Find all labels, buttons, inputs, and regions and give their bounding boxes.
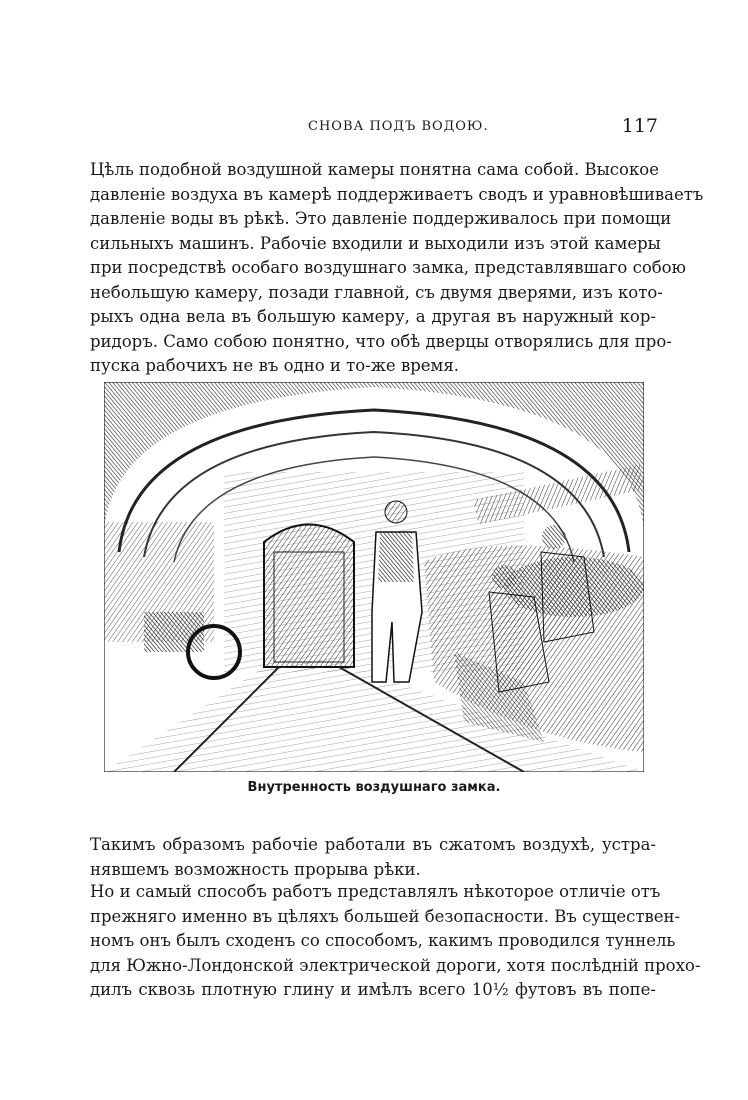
figure-caption: Внутренность воздушнаго замка. bbox=[247, 780, 501, 795]
text-line: пуска рабочихъ не въ одно и то-же время. bbox=[90, 356, 460, 375]
running-head-title: СНОВА ПОДЪ ВОДОЮ. bbox=[308, 119, 489, 134]
text-line: дилъ сквозь плотную глину и имѣлъ всего 10½ футовъ въ попе- bbox=[90, 980, 656, 999]
text-line: рыхъ одна вела въ большую камеру, а другая въ наружный кор- bbox=[90, 307, 656, 326]
text-line: Цѣль подобной воздушной камеры понятна сама собой. Высокое bbox=[90, 160, 659, 179]
text-line: для Южно-Лондонской электрической дороги, хотя послѣдній прохо- bbox=[90, 955, 701, 975]
text-line: прежняго именно въ цѣляхъ большей безопасности. Въ существен- bbox=[90, 906, 681, 926]
text-line: ридоръ. Само собою понятно, что обѣ дверцы отворялись для про- bbox=[90, 331, 672, 351]
engraving-illustration bbox=[104, 382, 644, 772]
paragraph-1 bbox=[90, 158, 704, 379]
text-line: номъ онъ былъ сходенъ со способомъ, какимъ проводился туннель bbox=[90, 931, 676, 950]
text-line: небольшую камеру, позади главной, съ двумя дверями, изъ кото- bbox=[90, 282, 663, 302]
page-number: 117 bbox=[621, 115, 658, 137]
text-line: нявшемъ возможность прорыва рѣки. bbox=[90, 859, 421, 879]
text-line: Такимъ образомъ рабочіе работали въ сжатомъ воздухѣ, устра- bbox=[90, 835, 656, 854]
text-line: при посредствѣ особаго воздушнаго замка, представлявшаго собою bbox=[90, 258, 686, 277]
paragraph-2 bbox=[90, 833, 656, 882]
text-line: давленіе воздуха въ камерѣ поддерживаетъ сводъ и уравновѣшиваетъ bbox=[90, 184, 704, 204]
illustration-air-lock-interior bbox=[104, 382, 644, 772]
text-line: Но и самый способъ работъ представлялъ нѣкоторое отличіе отъ bbox=[90, 882, 661, 901]
text-line: давленіе воды въ рѣкѣ. Это давленіе поддерживалось при помощи bbox=[90, 209, 672, 228]
text-line: сильныхъ машинъ. Рабочіе входили и выходили изъ этой камеры bbox=[90, 233, 661, 253]
paragraph-3 bbox=[90, 880, 701, 1003]
running-head bbox=[90, 115, 658, 139]
